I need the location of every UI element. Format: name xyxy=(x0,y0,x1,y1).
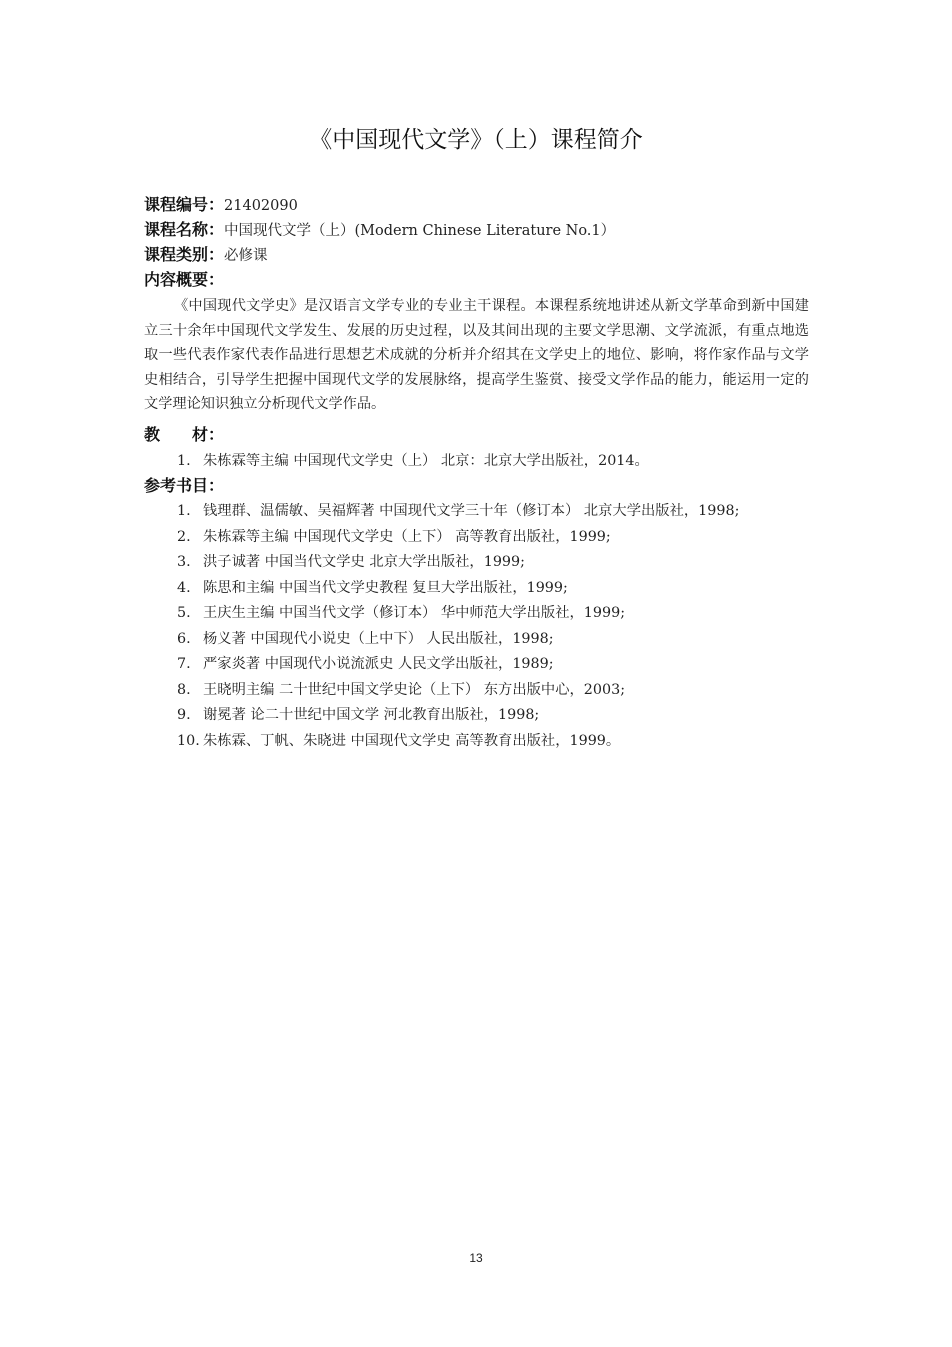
list-item: 6. 杨义著 中国现代小说史（上中下） 人民出版社，1998; xyxy=(177,630,554,647)
references-list xyxy=(177,499,739,754)
course-type-row xyxy=(144,244,268,267)
textbook-label: 教 材： xyxy=(144,425,225,444)
course-number-value: 21402090 xyxy=(224,198,298,214)
list-item: 4. 陈思和主编 中国当代文学史教程 复旦大学出版社，1999; xyxy=(177,579,568,596)
course-number-row xyxy=(144,194,298,217)
course-type-value: 必修课 xyxy=(224,248,268,264)
textbook-list xyxy=(177,449,649,475)
references-heading xyxy=(144,475,224,498)
summary-paragraph: 《中国现代文学史》是汉语言文学专业的专业主干课程。本课程系统地讲述从新文学革命到新中国建立三十余年中国现代文学发生、发展的历史过程，以及其间出现的主要文学思潮、文学流派，有重点地选取一些代表作家代表作品进行思想艺术成就的分析并介绍其在文学史上的地位、影响，将作家作品与文学史相结合，引导学生把握中国现代文学的发展脉络，提高学生鉴赏、接受文学作品的能力，能运用一定的文学理论知识独立分析现代文学作品。 xyxy=(144,298,809,412)
page-title: 《中国现代文学》（上）课程简介 xyxy=(309,127,643,153)
references-label: 参考书目： xyxy=(144,476,225,495)
list-item: 5. 王庆生主编 中国当代文学（修订本） 华中师范大学出版社，1999; xyxy=(177,605,626,621)
list-item: 3. 洪子诚著 中国当代文学史 北京大学出版社，1999; xyxy=(177,554,525,570)
page-number: 13 xyxy=(469,1251,483,1265)
summary-label: 内容概要： xyxy=(144,270,225,289)
textbook-heading xyxy=(144,424,224,447)
list-item: 1. 钱理群、温儒敏、吴福辉著 中国现代文学三十年（修订本） 北京大学出版社，1998; xyxy=(177,503,740,519)
course-type-label: 课程类别： xyxy=(144,245,225,264)
course-number-label: 课程编号： xyxy=(144,195,225,214)
course-name-label: 课程名称： xyxy=(144,220,225,239)
list-item: 8. 王晓明主编 二十世纪中国文学史论（上下） 东方出版中心，2003; xyxy=(177,681,626,698)
list-item: 2. 朱栋霖等主编 中国现代文学史（上下） 高等教育出版社，1999; xyxy=(177,528,611,545)
list-item: 10. 朱栋霖、丁帆、朱晓进 中国现代文学史 高等教育出版社，1999。 xyxy=(177,732,621,749)
list-item: 7. 严家炎著 中国现代小说流派史 人民文学出版社，1989; xyxy=(177,656,554,672)
course-name-row xyxy=(144,219,615,242)
summary-heading xyxy=(144,269,224,292)
list-item: 1. 朱栋霖等主编 中国现代文学史（上） 北京：北京大学出版社，2014。 xyxy=(177,453,649,469)
list-item: 9. 谢冕著 论二十世纪中国文学 河北教育出版社，1998; xyxy=(177,707,540,723)
course-name-value: 中国现代文学（上）(Modern Chinese Literature No.1） xyxy=(224,223,616,239)
